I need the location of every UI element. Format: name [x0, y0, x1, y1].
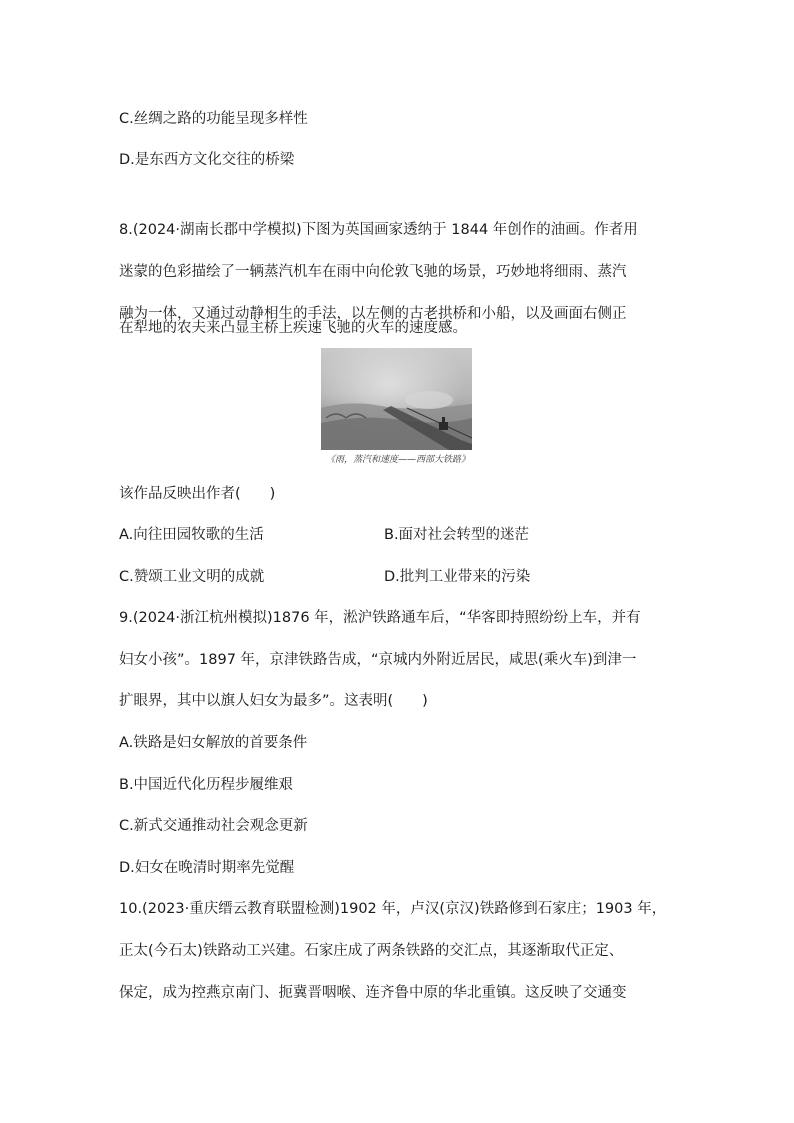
q8-stem-line-4-text: 在犁地的农夫来凸显主桥上疾速飞驰的火车的速度感。 — [119, 320, 467, 336]
q8-stem-line-3: 融为一体，又通过动静相生的手法，以左侧的古老拱桥和小船，以及画面右侧正 — [119, 306, 627, 322]
q9-option-b: B.中国近代化历程步履维艰 — [119, 777, 294, 793]
q10-stem-line-1: 10.(2023·重庆缙云教育联盟检测)1902 年，卢汉(京汉)铁路修到石家庄；1903 年， — [119, 901, 667, 917]
q9-option-c: C.新式交通推动社会观念更新 — [119, 818, 308, 834]
q10-stem-line-3: 保定，成为控燕京南门、扼冀晋咽喉、连齐鲁中原的华北重镇。这反映了交通变 — [119, 985, 627, 1001]
q8-option-c: C.赞颂工业文明的成就 — [119, 569, 265, 585]
q8-option-a: A.向往田园牧歌的生活 — [119, 527, 264, 543]
q8-stem-line-2: 迷蒙的色彩描绘了一辆蒸汽机车在雨中向伦敦飞驰的场景，巧妙地将细雨、蒸汽 — [119, 264, 627, 280]
painting-caption: 《雨，蒸汽和速度——西部大铁路》 — [325, 455, 470, 465]
q10-stem-line-2: 正太(今石太)铁路动工兴建。石家庄成了两条铁路的交汇点，其逐渐取代正定、 — [119, 943, 624, 959]
q8-question: 该作品反映出作者( ) — [119, 486, 276, 502]
q9-option-d: D.妇女在晚清时期率先觉醒 — [119, 860, 295, 876]
q7-option-d: D.是东西方文化交往的桥梁 — [119, 152, 295, 168]
q9-stem-line-1: 9.(2024·浙江杭州模拟)1876 年，淞沪铁路通车后，“华客即持照纷纷上车，并有 — [119, 610, 641, 626]
q7-option-c: C.丝绸之路的功能呈现多样性 — [119, 111, 308, 127]
painting-image — [321, 348, 472, 450]
q9-stem-line-3: 扩眼界，其中以旗人妇女为最多”。这表明( ) — [119, 693, 428, 709]
q8-stem-line-1: 8.(2024·湖南长郡中学模拟)下图为英国画家透纳于 1844 年创作的油画。作者用 — [119, 222, 638, 238]
q8-option-d: D.批判工业带来的污染 — [384, 569, 531, 585]
q8-option-b: B.面对社会转型的迷茫 — [384, 527, 530, 543]
q9-option-a: A.铁路是妇女解放的首要条件 — [119, 735, 308, 751]
q9-stem-line-2: 妇女小孩”。1897 年，京津铁路告成，“京城内外附近居民，咸思(乘火车)到津一 — [119, 652, 637, 668]
